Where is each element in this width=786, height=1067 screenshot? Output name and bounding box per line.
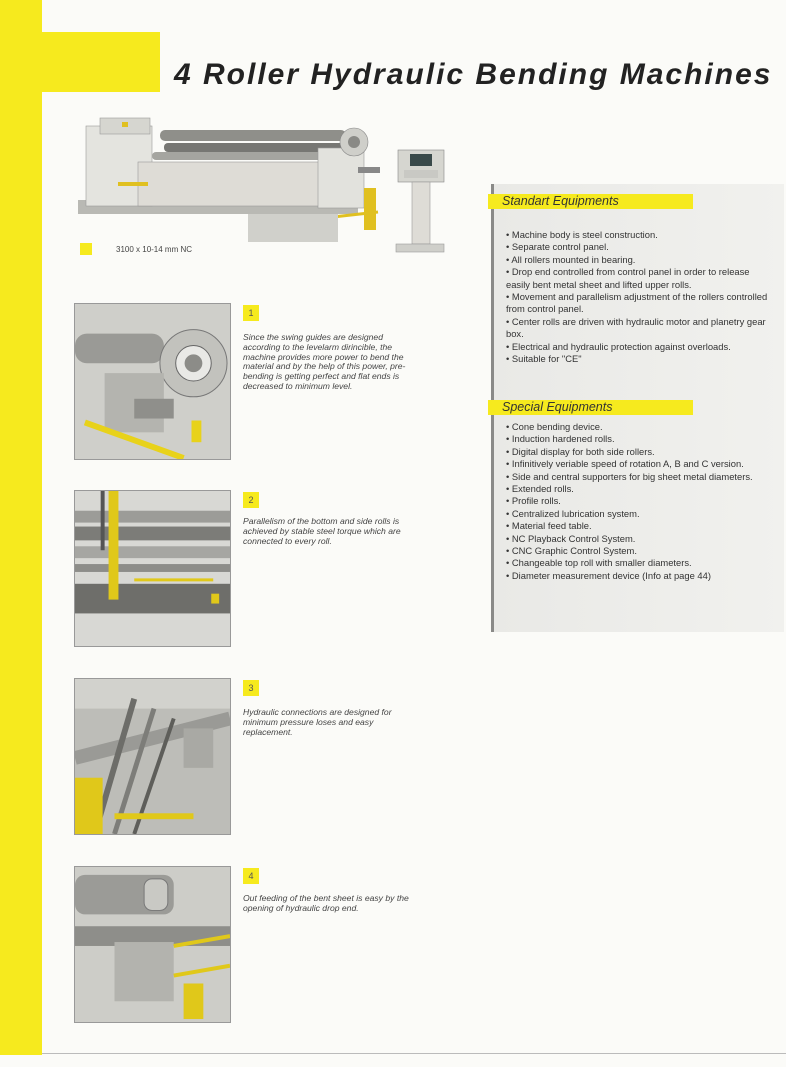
left-accent-bar bbox=[0, 0, 42, 1055]
standard-equipment-item: • Drop end controlled from control panel in order to release easily bent metal sheet and lifted upper rolls. bbox=[506, 266, 776, 291]
special-equipment-item: • Cone bending device. bbox=[506, 421, 776, 433]
detail-photo-4 bbox=[74, 866, 231, 1023]
special-equipment-item: • Infinitively veriable speed of rotation A, B and C version. bbox=[506, 458, 776, 470]
detail-number-4: 4 bbox=[243, 868, 259, 884]
special-equipment-item: • Diameter measurement device (Info at page 44) bbox=[506, 570, 776, 582]
standard-equipment-item: • Movement and parallelism adjustment of the rollers controlled from control panel. bbox=[506, 291, 776, 316]
special-equipment-item: • CNC Graphic Control System. bbox=[506, 545, 776, 557]
page-title: 4 Roller Hydraulic Bending Machines bbox=[174, 58, 773, 91]
special-equipment-item: • Changeable top roll with smaller diameters. bbox=[506, 557, 776, 569]
special-equipment-list bbox=[506, 421, 776, 582]
equipment-panel bbox=[491, 184, 784, 632]
special-equipment-header bbox=[488, 400, 693, 415]
standard-equipment-item: • Separate control panel. bbox=[506, 241, 776, 253]
special-equipment-item: • NC Playback Control System. bbox=[506, 533, 776, 545]
special-equipment-heading: Special Equipments bbox=[502, 400, 613, 414]
caption-marker bbox=[80, 243, 92, 255]
detail-text-4: Out feeding of the bent sheet is easy by the opening of hydraulic drop end. bbox=[243, 893, 409, 913]
standard-equipment-header bbox=[488, 194, 693, 209]
standard-equipment-item: • Electrical and hydraulic protection against overloads. bbox=[506, 341, 776, 353]
machine-caption: 3100 x 10-14 mm NC bbox=[116, 245, 193, 254]
standard-equipment-item: • Center rolls are driven with hydraulic motor and planetry gear box. bbox=[506, 316, 776, 341]
detail-photo-3 bbox=[74, 678, 231, 835]
detail-photo-1 bbox=[74, 303, 231, 460]
standard-equipment-item: • Suitable for "CE" bbox=[506, 353, 776, 365]
special-equipment-item: • Digital display for both side rollers. bbox=[506, 446, 776, 458]
machine-photo bbox=[78, 112, 450, 262]
title-accent-block bbox=[42, 32, 160, 92]
special-equipment-item: • Induction hardened rolls. bbox=[506, 433, 776, 445]
detail-number-1: 1 bbox=[243, 305, 259, 321]
special-equipment-item: • Profile rolls. bbox=[506, 495, 776, 507]
detail-number-2: 2 bbox=[243, 492, 259, 508]
detail-text-1: Since the swing guides are designed according to the levelarm dirincible, the machine provides more power to bend the material and by the help of this power, pre-bending is getting perfect and flat ends is decreased to minimum level. bbox=[243, 332, 406, 391]
standard-equipment-item: • Machine body is steel construction. bbox=[506, 229, 776, 241]
standard-equipment-item: • All rollers mounted in bearing. bbox=[506, 254, 776, 266]
special-equipment-item: • Extended rolls. bbox=[506, 483, 776, 495]
detail-photo-2 bbox=[74, 490, 231, 647]
standard-equipment-heading: Standart Equipments bbox=[502, 194, 619, 208]
special-equipment-item: • Material feed table. bbox=[506, 520, 776, 532]
bottom-rule bbox=[42, 1053, 786, 1054]
detail-text-2: Parallelism of the bottom and side rolls is achieved by stable steel torque which are connected to every roll. bbox=[243, 516, 401, 546]
special-equipment-item: • Centralized lubrication system. bbox=[506, 508, 776, 520]
standard-equipment-list bbox=[506, 229, 776, 365]
detail-number-3: 3 bbox=[243, 680, 259, 696]
bending-machine-illustration bbox=[78, 112, 450, 262]
special-equipment-item: • Side and central supporters for big sheet metal diameters. bbox=[506, 471, 776, 483]
detail-text-3: Hydraulic connections are designed for minimum pressure loses and easy replacement. bbox=[243, 707, 392, 737]
